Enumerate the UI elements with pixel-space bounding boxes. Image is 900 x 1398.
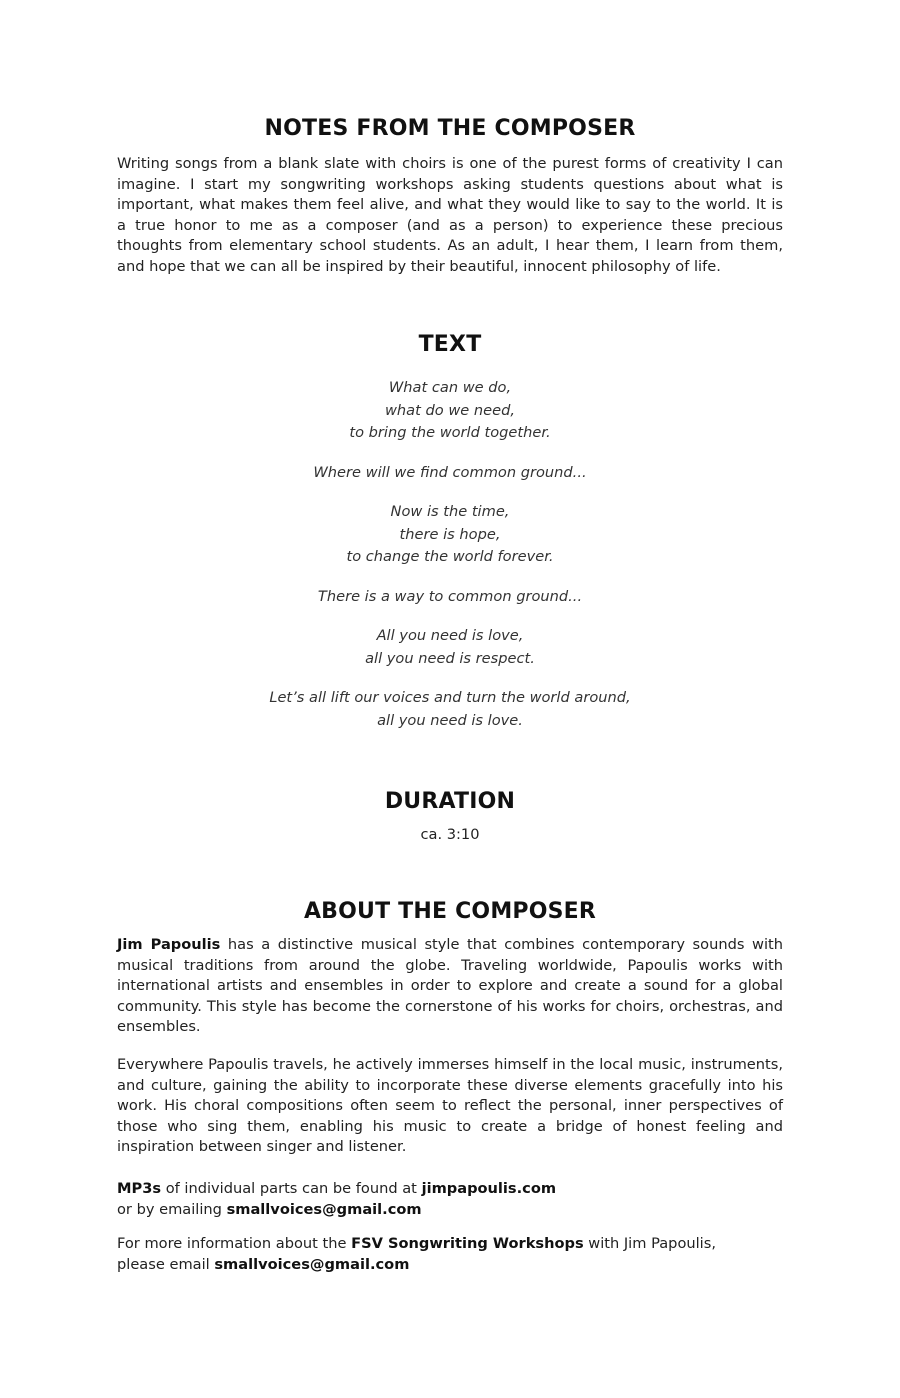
- workshop-name: FSV Songwriting Workshops: [351, 1235, 584, 1252]
- lyric-line: there is hope,: [399, 525, 501, 543]
- mp3-text: of individual parts can be found at: [161, 1180, 422, 1197]
- text-heading: TEXT: [418, 332, 482, 357]
- lyric-line: What can we do,: [388, 379, 512, 396]
- about-paragraph-2: Everywhere Papoulis travels, he actively immerses himself in the local music, instruments, and culture, gaining the ability to incorporate these diverse elements gracefully into his work. His choral compositions often seem to reflect the personal, inner perspectives of those who sing them, enabling his music to create a bridge of honest feeling and inspiration between singer and listener.: [117, 1056, 783, 1155]
- lyric-stanza: [117, 501, 783, 569]
- lyrics-block: [117, 377, 783, 749]
- workshop-text-3: please email: [117, 1255, 215, 1273]
- about-paragraph-1: [117, 935, 783, 1038]
- mp3-or-text: or by emailing: [117, 1200, 227, 1218]
- lyric-line: all you need is respect.: [365, 649, 535, 667]
- notes-paragraph: Writing songs from a blank slate with choirs is one of the purest forms of creativity I can imagine. I start my songwriting workshops asking students questions about what is important, what makes them feel alive, and what they would like to say to the world. It is a true honor to me as a composer (and as a person) to experience these precious thoughts from elementary school students. As an adult, I hear them, I learn from them, and hope that we can all be inspired by their beautiful, innocent philosophy of life.: [117, 155, 783, 275]
- duration-heading: DURATION: [384, 789, 516, 814]
- email-link[interactable]: smallvoices@gmail.com: [226, 1200, 422, 1218]
- lyric-stanza: [117, 377, 783, 445]
- lyric-line: what do we need,: [385, 401, 515, 419]
- about-heading: ABOUT THE COMPOSER: [303, 899, 597, 924]
- lyric-line: Now is the time,: [390, 503, 510, 520]
- about-paragraph-1-text: has a distinctive musical style that combines contemporary sounds with musical traditions from around the globe. Traveling worldwide, Papoulis works with international artists and ensembles in order to explore and create a sound for a global community. This style has become the cornerstone of his works for choirs, orchestras, and ensembles.: [117, 936, 783, 1035]
- lyric-line: Let’s all lift our voices and turn the world around,: [269, 689, 631, 706]
- website-link[interactable]: jimpapoulis.com: [421, 1180, 557, 1197]
- mp3-label: MP3s: [117, 1180, 162, 1197]
- workshop-email-link[interactable]: smallvoices@gmail.com: [214, 1255, 410, 1273]
- lyric-line: All you need is love,: [376, 627, 524, 644]
- workshop-info: [117, 1234, 783, 1275]
- notes-heading: NOTES FROM THE COMPOSER: [264, 116, 636, 141]
- lyric-line: all you need is love.: [377, 711, 523, 729]
- lyric-stanza: [117, 687, 783, 732]
- mp3-info: [117, 1179, 783, 1220]
- lyric-line: There is a way to common ground...: [317, 587, 583, 605]
- workshop-text-2: with Jim Papoulis,: [583, 1235, 716, 1252]
- lyric-line: to change the world forever.: [346, 548, 554, 565]
- lyric-stanza: [117, 586, 783, 609]
- lyric-line: Where will we find common ground...: [313, 463, 587, 481]
- document-page: [117, 0, 783, 1398]
- lyric-stanza: [117, 625, 783, 670]
- lyric-stanza: [117, 462, 783, 485]
- duration-value: ca. 3:10: [420, 826, 480, 843]
- lyric-line: to bring the world together.: [349, 424, 551, 441]
- workshop-text-1: For more information about the: [117, 1235, 352, 1252]
- composer-name: Jim Papoulis: [117, 936, 221, 953]
